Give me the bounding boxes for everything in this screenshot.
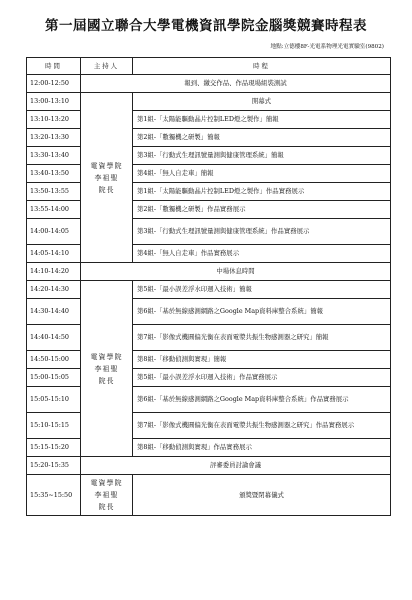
program-cell: 第2組-「數獨機之研製」作品實務展示 [133,201,391,219]
program-cell: 第2組-「數獨機之研製」簡報 [133,129,391,147]
table-row [27,75,391,93]
table-row [27,281,391,299]
program-cell: 第8組-「移動偵測與實現」簡報 [133,351,391,369]
header-row [27,58,391,75]
host-name: 李祖聖 [94,364,119,373]
location-note: 地點:立德樓8F-光電系物理光電實驗室(9802) [270,44,384,50]
host-title: 院長 [98,376,115,385]
time-cell: 15:10-15:15 [27,413,81,439]
program-cell: 中場休息時間 [81,263,391,281]
table-row [27,263,391,281]
host-dept: 電資學院 [90,479,123,487]
program-cell: 第7組-「影像式機圓偏光衡在表面電漿共振生物感測器之研究」作品實務展示 [133,413,391,439]
program-cell: 開幕式 [133,93,391,111]
program-cell: 第3組-「行動式生理訊號量測與健康管理系統」作品實務展示 [133,219,391,245]
program-cell: 第7組-「影像式機圓偏光衡在表面電漿共振生物感測器之研究」簡報 [133,325,391,351]
time-cell: 13:30-13:40 [27,147,81,165]
program-cell: 第4組-「無人自走車」作品實務展示 [133,245,391,263]
program-cell: 頒獎暨閉幕儀式 [133,475,391,516]
time-cell: 13:55-14:00 [27,201,81,219]
table-row [27,93,391,111]
time-cell: 15:35~15:50 [27,475,81,516]
time-cell: 14:10-14:20 [27,263,81,281]
program-cell: 第4組-「無人自走車」簡報 [133,165,391,183]
program-cell: 第3組-「行動式生理訊號量測與健康管理系統」簡報 [133,147,391,165]
host-name: 李祖聖 [94,173,119,182]
program-cell: 報到、繳交作品、作品現場組裝測試 [81,75,391,93]
program-cell: 第5組-「最小誤差浮水印週入技術」作品實務展示 [133,369,391,387]
host-dept: 電資學院 [90,161,123,170]
time-cell: 14:20-14:30 [27,281,81,299]
program-cell: 第6組-「基於無線感測網路之Google Map資料庫整合系統」簡報 [133,299,391,325]
time-cell: 14:40-14:50 [27,325,81,351]
time-cell: 15:20-15:35 [27,457,81,475]
time-cell: 14:00-14:05 [27,219,81,245]
program-cell: 第6組-「基於無線感測網路之Google Map資料庫整合系統」作品實務展示 [133,387,391,413]
host-title: 院長 [98,503,115,511]
time-cell: 13:00-13:10 [27,93,81,111]
schedule-table [26,57,391,516]
host-cell [81,475,133,516]
time-cell: 14:05-14:10 [27,245,81,263]
time-cell: 13:50-13:55 [27,183,81,201]
host-name: 李祖聖 [94,491,119,499]
table-row [27,475,391,516]
time-cell: 15:00-15:05 [27,369,81,387]
page-title: 第一屆國立聯合大學電機資訊學院金腦獎競賽時程表 [45,18,367,34]
time-cell: 13:10-13:20 [27,111,81,129]
time-cell: 13:40-13:50 [27,165,81,183]
time-cell: 15:05-15:10 [27,387,81,413]
time-cell: 15:15-15:20 [27,439,81,457]
time-cell: 14:30-14:40 [27,299,81,325]
table-row [27,457,391,475]
time-cell: 12:00-12:50 [27,75,81,93]
header-host: 主持人 [81,58,133,75]
time-cell: 13:20-13:30 [27,129,81,147]
host-title: 院長 [98,185,115,194]
host-dept: 電資學院 [90,352,123,361]
program-cell: 第5組-「最小誤差浮水印週入技術」簡報 [133,281,391,299]
program-cell: 第1組-「太陽能驅動晶片控制LED燈之製作」簡報 [133,111,391,129]
time-cell: 14:50-15:00 [27,351,81,369]
program-cell: 第8組-「移動偵測與實現」作品實務展示 [133,439,391,457]
header-program: 時程 [133,58,391,75]
host-cell [81,93,133,263]
header-time: 時間 [27,58,81,75]
host-cell [81,281,133,457]
program-cell: 第1組-「太陽能驅動晶片控制LED燈之製作」作品實務展示 [133,183,391,201]
program-cell: 評審委員討論會議 [81,457,391,475]
